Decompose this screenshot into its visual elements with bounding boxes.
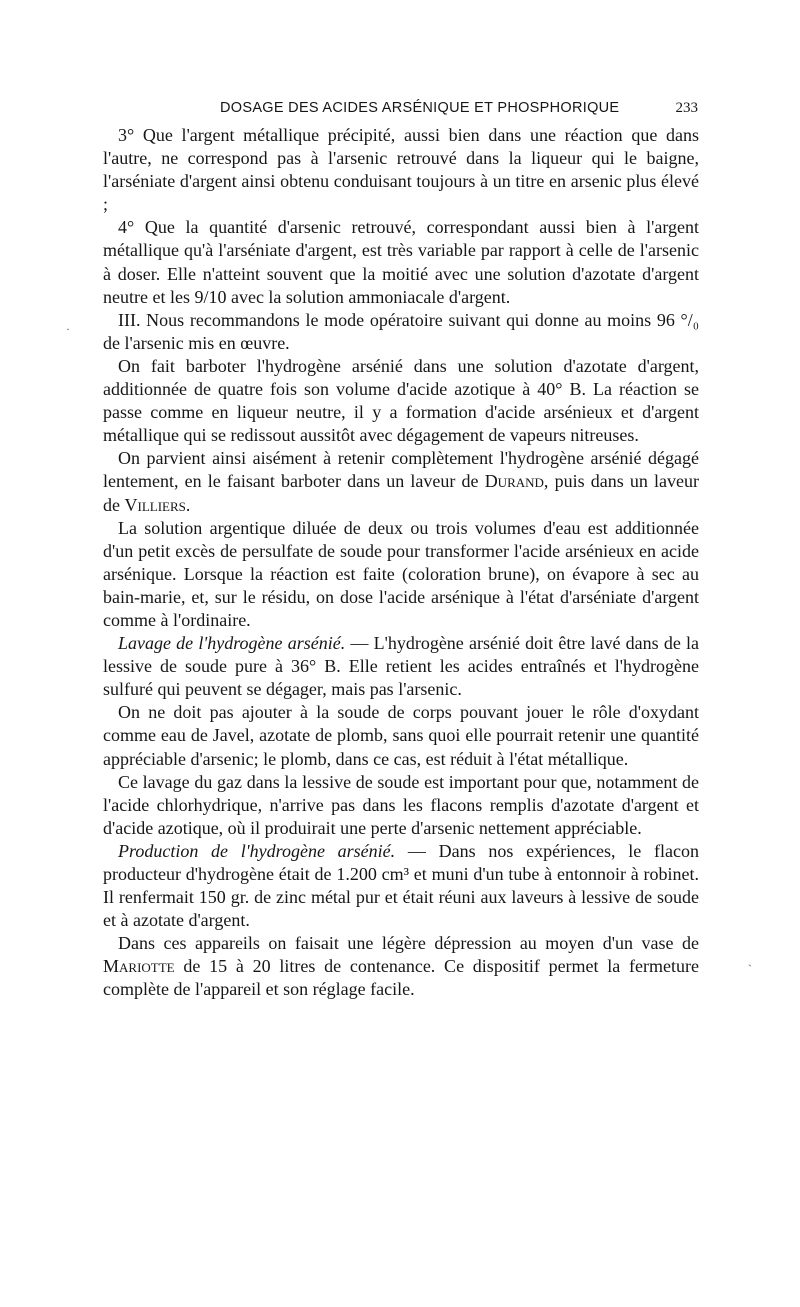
author-name-durand: Durand bbox=[484, 471, 544, 492]
text-span: . bbox=[185, 494, 191, 515]
section-heading-lavage: Lavage de l'hydrogène arsénié. bbox=[118, 633, 346, 654]
text-span: de 15 à 20 litres de contenance. Ce dispositif permet la fermeture complète de l'appareil et son réglage facile. bbox=[103, 956, 699, 1000]
page-number: 233 bbox=[675, 100, 698, 116]
paragraph-silver-solution: La solution argentique diluée de deux ou trois volumes d'eau est additionnée d'un petit excès de persulfate de soude pour transformer l'acide arsénieux en acide arsénique. Lorsque la réaction est faite (coloration brune), on évapore à sec au bain-marie, et, sur le résidu, on dose l'acide arsénique à l'état d'arséniate d'argent comme à l'ordinaire. bbox=[103, 517, 699, 630]
paragraph-apparatus bbox=[103, 932, 699, 1001]
paragraph-gas-washing bbox=[103, 632, 699, 701]
author-name-mariotte: Mariotte bbox=[103, 956, 175, 977]
paragraph-section-iii: III. Nous recommandons le mode opératoire suivant qui donne au moins 96 °/₀ de l'arsenic mis en œuvre. bbox=[103, 309, 699, 353]
paragraph-conclusion-3: 3° Que l'argent métallique précipité, aussi bien dans une réaction que dans l'autre, ne correspond pas à l'arsenic retrouvé dans la liqueur qui le baigne, l'arséniate d'argent ainsi obtenu conduisant toujours à un titre en arsenic plus élevé ; bbox=[103, 125, 699, 215]
text-span: — Dans nos expériences, le flacon producteur d'hydrogène était de 1.200 cm³ et muni d'un tube à entonnoir à robinet. Il renfermait 150 gr. de zinc métal pur et était réuni aux laveurs à lessive de soude et à azotate d'argent. bbox=[103, 840, 699, 931]
print-speck: · bbox=[66, 322, 70, 336]
text-span: , puis dans un laveur de bbox=[103, 471, 699, 515]
text-span: — L'hydrogène arsénié doit être lavé dans de la lessive de soude pure à 36° B. Elle retient les acides entraînés et l'hydrogène sulfuré qui peuvent se dégager, mais pas l'arsenic. bbox=[103, 633, 700, 700]
running-header bbox=[220, 100, 698, 122]
paragraph-oxidant-warning: On ne doit pas ajouter à la soude de corps pouvant jouer le rôle d'oxydant comme eau de Javel, azotate de plomb, sans quoi elle pourrait retenir une quantité appréciable d'arsenic; le plomb, dans ce cas, est réduit à l'état métallique. bbox=[103, 702, 699, 769]
paragraph-washers bbox=[103, 447, 699, 516]
paragraph-method: On fait barboter l'hydrogène arsénié dans une solution d'azotate d'argent, additionnée de quatre fois son volume d'acide azotique à 40° B. La réaction se passe comme en liqueur neutre, il y a formation d'acide arsénieux et d'argent métallique qui se redissout aussitôt avec dégagement de vapeurs nitreuses. bbox=[103, 355, 699, 446]
page-body bbox=[103, 124, 699, 1002]
text-span: Dans ces appareils on faisait une légère dépression au moyen d'un vase de bbox=[118, 933, 699, 954]
print-speck: ˋ bbox=[748, 962, 752, 976]
paragraph-washing-importance: Ce lavage du gaz dans la lessive de soude est important pour que, notamment de l'acide chlorhydrique, n'arrive pas dans les flacons remplis d'azotate d'argent et d'acide azotique, où il produirait une perte d'arsenic nettement appréciable. bbox=[103, 771, 699, 838]
paragraph-conclusion-4: 4° Que la quantité d'arsenic retrouvé, correspondant aussi bien à l'argent métallique qu'à l'arséniate d'argent, est très variable par rapport à celle de l'arsenic à doser. Elle n'atteint souvent que la moitié avec une solution d'azotate d'argent neutre et les 9/10 avec la solution ammoniacale d'argent. bbox=[103, 217, 699, 307]
author-name-villiers: Villiers bbox=[124, 494, 186, 515]
text-span: On parvient ainsi aisément à retenir complètement l'hydrogène arsénié dégagé lentement, en le faisant barboter dans un laveur de bbox=[103, 448, 699, 492]
running-title: DOSAGE DES ACIDES ARSÉNIQUE ET PHOSPHORIQUE bbox=[220, 100, 620, 116]
paragraph-production bbox=[103, 840, 699, 932]
section-heading-production: Production de l'hydrogène arsénié. bbox=[118, 840, 396, 861]
